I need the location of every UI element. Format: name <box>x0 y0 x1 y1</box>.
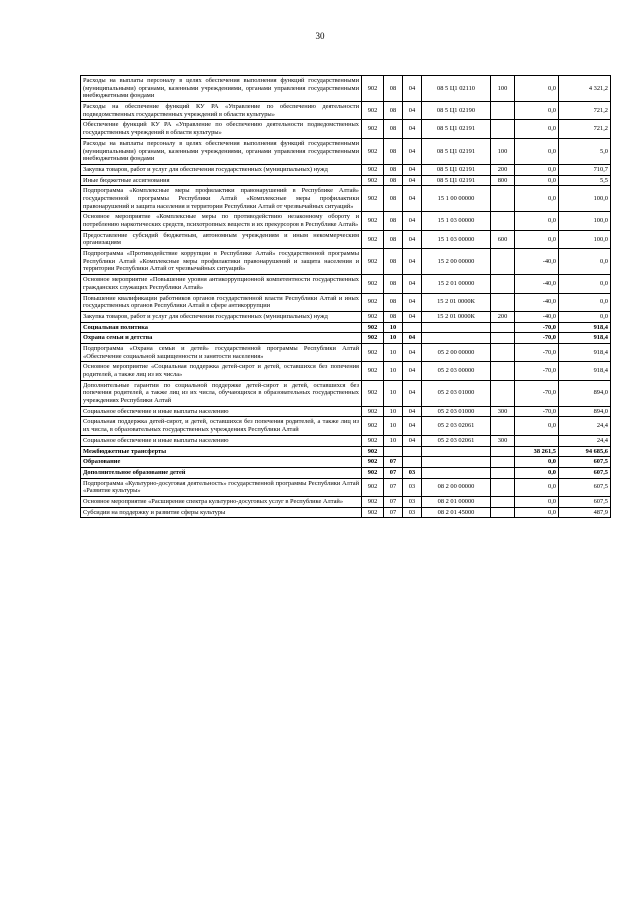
subsection-code <box>403 457 422 468</box>
ministry-code: 902 <box>362 435 384 446</box>
section-code: 07 <box>384 496 403 507</box>
expense-kind-code <box>491 293 515 311</box>
ministry-code: 902 <box>362 446 384 457</box>
table-row <box>81 478 611 496</box>
subsection-code: 04 <box>403 417 422 435</box>
row-name: Предоставление субсидий бюджетным, автономным учреждениям и иным некоммерческим организациям <box>81 230 362 248</box>
section-code: 08 <box>384 120 403 138</box>
subsection-code: 04 <box>403 311 422 322</box>
total-amount: 607,5 <box>559 478 611 496</box>
change-amount: 0,0 <box>515 76 559 102</box>
target-article-code: 08 5 Ц1 02191 <box>422 175 491 186</box>
expense-kind-code: 300 <box>491 435 515 446</box>
table-row <box>81 380 611 406</box>
subsection-code: 04 <box>403 212 422 230</box>
table-row <box>81 164 611 175</box>
total-amount: 24,4 <box>559 435 611 446</box>
row-name: Закупка товаров, работ и услуг для обеспечения государственных (муниципальных) нужд <box>81 311 362 322</box>
table-row <box>81 322 611 333</box>
table-row <box>81 435 611 446</box>
target-article-code: 08 2 01 00000 <box>422 496 491 507</box>
change-amount: 0,0 <box>515 186 559 212</box>
expense-kind-code: 600 <box>491 230 515 248</box>
table-row <box>81 343 611 361</box>
target-article-code: 08 2 01 45000 <box>422 507 491 518</box>
row-name: Подпрограмма «Охрана семьи и детей» государственной программы Республики Алтай «Обеспечение социальной защищенности и занятости населения» <box>81 343 362 361</box>
subsection-code: 03 <box>403 478 422 496</box>
expense-kind-code: 200 <box>491 311 515 322</box>
expense-kind-code <box>491 380 515 406</box>
expense-kind-code <box>491 212 515 230</box>
table-row <box>81 249 611 275</box>
subsection-code: 04 <box>403 138 422 164</box>
table-row <box>81 311 611 322</box>
row-name: Расходы на обеспечение функций КУ РА «Управление по обеспечению деятельности подведомственных государственных учреждений в области культуры» <box>81 102 362 120</box>
target-article-code: 08 5 Ц1 02191 <box>422 120 491 138</box>
total-amount: 710,7 <box>559 164 611 175</box>
row-name: Расходы на выплаты персоналу в целях обеспечения выполнения функций государственными (муниципальными) органами, казенными учреждениями, органами управления государственными внебюджетными фондами <box>81 138 362 164</box>
table-row <box>81 446 611 457</box>
section-code: 07 <box>384 478 403 496</box>
subsection-code: 04 <box>403 164 422 175</box>
table-row <box>81 457 611 468</box>
row-name: Дополнительное образование детей <box>81 467 362 478</box>
change-amount: -40,0 <box>515 275 559 293</box>
subsection-code: 04 <box>403 406 422 417</box>
target-article-code: 08 5 Ц1 02191 <box>422 164 491 175</box>
change-amount: 0,0 <box>515 467 559 478</box>
table-row <box>81 293 611 311</box>
change-amount: 0,0 <box>515 120 559 138</box>
table-row <box>81 507 611 518</box>
total-amount: 5,5 <box>559 175 611 186</box>
table-row <box>81 120 611 138</box>
ministry-code: 902 <box>362 164 384 175</box>
target-article-code: 05 2 03 02061 <box>422 435 491 446</box>
table-row <box>81 175 611 186</box>
target-article-code: 15 2 01 00000 <box>422 275 491 293</box>
expense-kind-code: 200 <box>491 164 515 175</box>
expense-kind-code <box>491 249 515 275</box>
target-article-code: 05 2 03 02061 <box>422 417 491 435</box>
change-amount: 0,0 <box>515 102 559 120</box>
table-row <box>81 102 611 120</box>
target-article-code: 05 2 03 01000 <box>422 406 491 417</box>
row-name: Субсидии на поддержку и развитие сферы культуры <box>81 507 362 518</box>
change-amount: 0,0 <box>515 164 559 175</box>
ministry-code: 902 <box>362 507 384 518</box>
subsection-code: 04 <box>403 76 422 102</box>
section-code: 08 <box>384 138 403 164</box>
row-name: Основное мероприятие «Расширение спектра культурно-досуговых услуг в Республике Алтай» <box>81 496 362 507</box>
expense-kind-code: 300 <box>491 406 515 417</box>
section-code <box>384 446 403 457</box>
target-article-code: 15 2 01 0000К <box>422 293 491 311</box>
change-amount: 0,0 <box>515 417 559 435</box>
page-number: 30 <box>315 31 325 41</box>
total-amount: 918,4 <box>559 322 611 333</box>
subsection-code: 04 <box>403 275 422 293</box>
ministry-code: 902 <box>362 322 384 333</box>
expense-kind-code <box>491 417 515 435</box>
expense-kind-code <box>491 507 515 518</box>
subsection-code: 04 <box>403 435 422 446</box>
ministry-code: 902 <box>362 138 384 164</box>
ministry-code: 902 <box>362 496 384 507</box>
change-amount: -40,0 <box>515 293 559 311</box>
change-amount <box>515 435 559 446</box>
row-name: Основное мероприятие «Повышение уровня антикоррупционной компетентности государственных гражданских служащих Республики Алтай» <box>81 275 362 293</box>
row-name: Основное мероприятие «Комплексные меры по противодействию незаконному обороту и потреблению наркотических средств, психотропных веществ и их прекурсоров в Республике Алтай» <box>81 212 362 230</box>
total-amount: 100,0 <box>559 212 611 230</box>
row-name: Подпрограмма «Культурно-досуговая деятельность» государственной программы Республики Алтай «Развитие культуры» <box>81 478 362 496</box>
row-name: Обеспечение функций КУ РА «Управление по обеспечению деятельности подведомственных государственных учреждений в области культуры» <box>81 120 362 138</box>
change-amount: -40,0 <box>515 311 559 322</box>
ministry-code: 902 <box>362 362 384 380</box>
expense-kind-code <box>491 102 515 120</box>
ministry-code: 902 <box>362 212 384 230</box>
section-code: 10 <box>384 435 403 446</box>
target-article-code <box>422 322 491 333</box>
row-name: Социальная политика <box>81 322 362 333</box>
expense-kind-code <box>491 362 515 380</box>
target-article-code: 08 5 Ц1 02191 <box>422 138 491 164</box>
row-name: Дополнительные гарантии по социальной поддержке детей-сирот и детей, оставшихся без попечения родителей, а также лиц из их числа, обучающихся в образовательных государственных учреждениях Республики Алтай <box>81 380 362 406</box>
change-amount: 0,0 <box>515 478 559 496</box>
subsection-code: 04 <box>403 293 422 311</box>
total-amount: 24,4 <box>559 417 611 435</box>
ministry-code: 902 <box>362 406 384 417</box>
table-row <box>81 496 611 507</box>
target-article-code <box>422 333 491 344</box>
ministry-code: 902 <box>362 102 384 120</box>
section-code: 08 <box>384 293 403 311</box>
ministry-code: 902 <box>362 343 384 361</box>
section-code: 10 <box>384 343 403 361</box>
expense-kind-code <box>491 343 515 361</box>
ministry-code: 902 <box>362 467 384 478</box>
section-code: 10 <box>384 406 403 417</box>
row-name: Охрана семьи и детства <box>81 333 362 344</box>
change-amount: 0,0 <box>515 496 559 507</box>
total-amount: 0,0 <box>559 293 611 311</box>
row-name: Закупка товаров, работ и услуг для обеспечения государственных (муниципальных) нужд <box>81 164 362 175</box>
change-amount: 0,0 <box>515 507 559 518</box>
row-name: Подпрограмма «Комплексные меры профилактики правонарушений в Республике Алтай» государственной программы Республики Алтай «Комплексные меры профилактики правонарушений и защита населения и территории Республики Алтай от чрезвычайных ситуаций» <box>81 186 362 212</box>
subsection-code: 04 <box>403 333 422 344</box>
subsection-code: 04 <box>403 362 422 380</box>
total-amount: 487,9 <box>559 507 611 518</box>
subsection-code: 04 <box>403 120 422 138</box>
row-name: Основное мероприятие «Социальная поддержка детей-сирот и детей, оставшихся без попечения родителей, а также лиц из их числа» <box>81 362 362 380</box>
change-amount: -70,0 <box>515 406 559 417</box>
ministry-code: 902 <box>362 457 384 468</box>
table-row <box>81 406 611 417</box>
ministry-code: 902 <box>362 249 384 275</box>
section-code: 08 <box>384 212 403 230</box>
table-row <box>81 417 611 435</box>
table-row <box>81 275 611 293</box>
subsection-code <box>403 322 422 333</box>
target-article-code <box>422 467 491 478</box>
change-amount: -70,0 <box>515 380 559 406</box>
row-name: Иные бюджетные ассигнования <box>81 175 362 186</box>
expense-kind-code <box>491 275 515 293</box>
target-article-code: 15 2 00 00000 <box>422 249 491 275</box>
change-amount: 0,0 <box>515 230 559 248</box>
total-amount: 94 685,6 <box>559 446 611 457</box>
ministry-code: 902 <box>362 76 384 102</box>
target-article-code <box>422 457 491 468</box>
subsection-code: 04 <box>403 102 422 120</box>
change-amount: 0,0 <box>515 175 559 186</box>
ministry-code: 902 <box>362 175 384 186</box>
subsection-code: 04 <box>403 343 422 361</box>
expense-kind-code: 100 <box>491 76 515 102</box>
ministry-code: 902 <box>362 311 384 322</box>
total-amount: 721,2 <box>559 120 611 138</box>
target-article-code: 05 2 03 00000 <box>422 362 491 380</box>
table-row <box>81 230 611 248</box>
table-row <box>81 76 611 102</box>
section-code: 08 <box>384 186 403 212</box>
total-amount: 918,4 <box>559 362 611 380</box>
ministry-code: 902 <box>362 186 384 212</box>
change-amount: -40,0 <box>515 249 559 275</box>
change-amount: 0,0 <box>515 457 559 468</box>
section-code: 10 <box>384 417 403 435</box>
subsection-code <box>403 446 422 457</box>
row-name: Социальное обеспечение и иные выплаты населению <box>81 435 362 446</box>
section-code: 07 <box>384 467 403 478</box>
subsection-code: 04 <box>403 186 422 212</box>
expense-kind-code <box>491 120 515 138</box>
change-amount: -70,0 <box>515 362 559 380</box>
change-amount: -70,0 <box>515 333 559 344</box>
target-article-code <box>422 446 491 457</box>
budget-table-body <box>81 76 611 518</box>
subsection-code: 03 <box>403 467 422 478</box>
expense-kind-code: 100 <box>491 138 515 164</box>
subsection-code: 04 <box>403 175 422 186</box>
table-row <box>81 333 611 344</box>
table-row <box>81 186 611 212</box>
expense-kind-code <box>491 186 515 212</box>
table-row <box>81 467 611 478</box>
expense-kind-code <box>491 467 515 478</box>
total-amount: 894,0 <box>559 406 611 417</box>
subsection-code: 03 <box>403 507 422 518</box>
target-article-code: 15 1 03 00000 <box>422 212 491 230</box>
expense-kind-code <box>491 322 515 333</box>
ministry-code: 902 <box>362 120 384 138</box>
change-amount: -70,0 <box>515 343 559 361</box>
total-amount: 894,0 <box>559 380 611 406</box>
target-article-code: 15 1 00 00000 <box>422 186 491 212</box>
section-code: 08 <box>384 175 403 186</box>
target-article-code: 15 2 01 0000К <box>422 311 491 322</box>
target-article-code: 05 2 00 00000 <box>422 343 491 361</box>
ministry-code: 902 <box>362 333 384 344</box>
target-article-code: 05 2 03 01000 <box>422 380 491 406</box>
section-code: 08 <box>384 311 403 322</box>
expense-kind-code <box>491 457 515 468</box>
total-amount: 100,0 <box>559 230 611 248</box>
table-row <box>81 362 611 380</box>
total-amount: 0,0 <box>559 249 611 275</box>
section-code: 10 <box>384 333 403 344</box>
expense-kind-code: 800 <box>491 175 515 186</box>
total-amount: 918,4 <box>559 343 611 361</box>
section-code: 08 <box>384 76 403 102</box>
total-amount: 5,0 <box>559 138 611 164</box>
row-name: Образование <box>81 457 362 468</box>
ministry-code: 902 <box>362 293 384 311</box>
target-article-code: 08 2 00 00000 <box>422 478 491 496</box>
ministry-code: 902 <box>362 230 384 248</box>
target-article-code: 08 5 Ц1 02190 <box>422 102 491 120</box>
total-amount: 721,2 <box>559 102 611 120</box>
total-amount: 607,5 <box>559 457 611 468</box>
total-amount: 607,5 <box>559 467 611 478</box>
target-article-code: 08 5 Ц1 02110 <box>422 76 491 102</box>
expense-kind-code <box>491 446 515 457</box>
ministry-code: 902 <box>362 380 384 406</box>
table-row <box>81 138 611 164</box>
expense-kind-code <box>491 496 515 507</box>
ministry-code: 902 <box>362 417 384 435</box>
expense-kind-code <box>491 478 515 496</box>
section-code: 10 <box>384 362 403 380</box>
section-code: 10 <box>384 380 403 406</box>
change-amount: 38 261,5 <box>515 446 559 457</box>
row-name: Расходы на выплаты персоналу в целях обеспечения выполнения функций государственными (муниципальными) органами, казенными учреждениями, органами управления государственными внебюджетными фондами <box>81 76 362 102</box>
row-name: Повышение квалификации работников органов государственной власти Республики Алтай и иных государственных органов Республики Алтай в сфере антикоррупции <box>81 293 362 311</box>
change-amount: 0,0 <box>515 138 559 164</box>
total-amount: 100,0 <box>559 186 611 212</box>
total-amount: 0,0 <box>559 275 611 293</box>
row-name: Социальная поддержка детей-сирот, и детей, оставшихся без попечения родителей, а также лиц из их числа, в образовательных государственных учреждениях Республики Алтай <box>81 417 362 435</box>
section-code: 08 <box>384 275 403 293</box>
section-code: 08 <box>384 230 403 248</box>
section-code: 08 <box>384 102 403 120</box>
change-amount: 0,0 <box>515 212 559 230</box>
total-amount: 607,5 <box>559 496 611 507</box>
subsection-code: 04 <box>403 380 422 406</box>
section-code: 08 <box>384 249 403 275</box>
budget-table <box>80 75 611 518</box>
ministry-code: 902 <box>362 478 384 496</box>
ministry-code: 902 <box>362 275 384 293</box>
target-article-code: 15 1 03 00000 <box>422 230 491 248</box>
total-amount: 918,4 <box>559 333 611 344</box>
section-code: 07 <box>384 457 403 468</box>
section-code: 07 <box>384 507 403 518</box>
total-amount: 0,0 <box>559 311 611 322</box>
change-amount: -70,0 <box>515 322 559 333</box>
table-row <box>81 212 611 230</box>
total-amount: 4 321,2 <box>559 76 611 102</box>
subsection-code: 04 <box>403 230 422 248</box>
subsection-code: 04 <box>403 249 422 275</box>
row-name: Подпрограмма «Противодействие коррупции в Республике Алтай» государственной программы Республики Алтай «Комплексные меры профилактики правонарушений и защита населения и территории Республики Алтай от чрезвычайных ситуаций» <box>81 249 362 275</box>
section-code: 10 <box>384 322 403 333</box>
row-name: Межбюджетные трансферты <box>81 446 362 457</box>
section-code: 08 <box>384 164 403 175</box>
subsection-code: 03 <box>403 496 422 507</box>
expense-kind-code <box>491 333 515 344</box>
row-name: Социальное обеспечение и иные выплаты населению <box>81 406 362 417</box>
